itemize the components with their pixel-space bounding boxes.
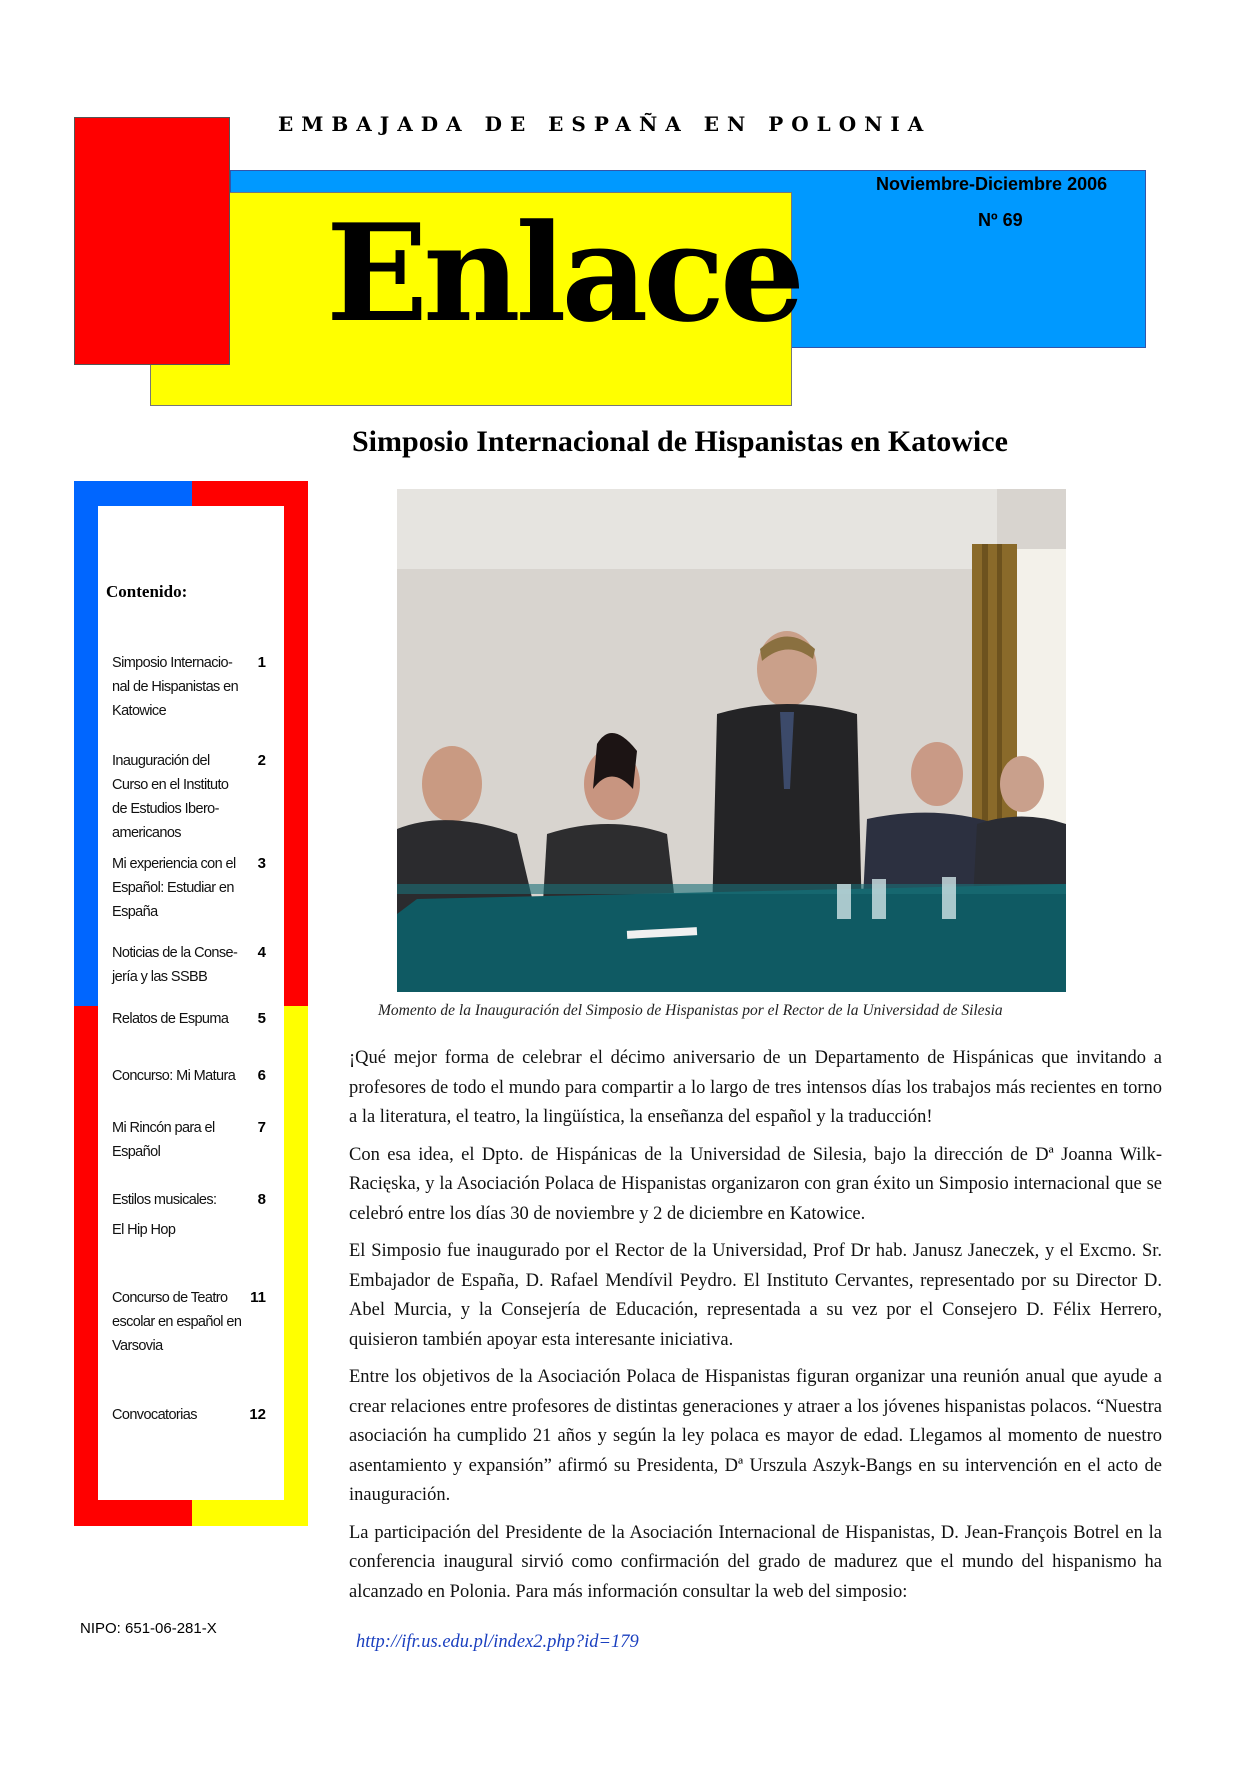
toc-page-number: 3 bbox=[257, 855, 266, 872]
toc-page-number: 12 bbox=[249, 1406, 266, 1423]
toc-item-label: Relatos de Espuma bbox=[112, 1011, 229, 1027]
symposium-link[interactable]: http://ifr.us.edu.pl/index2.php?id=179 bbox=[356, 1632, 639, 1652]
toc-page-number: 8 bbox=[257, 1191, 266, 1208]
toc-item-label: Estilos musicales: El Hip Hop bbox=[112, 1192, 217, 1238]
paragraph: Con esa idea, el Dpto. de Hispánicas de la Universidad de Silesia, bajo la dirección de Dª Joanna Wilk-Racięska, y la Asociación Polaca de Hispanistas organizaron con gran éxito un Simposio internacional que se celebró entre los días 30 de noviembre y 2 de diciembre en Katowice. bbox=[349, 1144, 1162, 1224]
issue-date: Noviembre-Diciembre 2006 bbox=[876, 174, 1108, 194]
toc-page-number: 11 bbox=[250, 1289, 266, 1306]
paragraph: ¡Qué mejor forma de celebrar el décimo aniversario de un Departamento de Hispánicas que invitando a profesores de todo el mundo para compartir a lo largo de tres intensos días los trabajos más recientes en torno a la literatura, el teatro, la lingüística, la enseñanza del español y la traducción! bbox=[349, 1048, 1162, 1127]
photo-caption: Momento de la Inauguración del Simposio de Hispanistas por el Rector de la Universidad de Silesia bbox=[378, 1002, 1003, 1019]
toc-item-label: Mi experiencia con el Español: Estudiar en España bbox=[112, 856, 236, 920]
masthead-red-block bbox=[74, 117, 230, 365]
inauguration-photo bbox=[397, 489, 1066, 992]
toc-item-label: Mi Rincón para el Español bbox=[112, 1120, 215, 1160]
toc-item[interactable] bbox=[112, 941, 287, 989]
toc-item[interactable] bbox=[112, 1188, 287, 1242]
toc-item[interactable] bbox=[112, 1116, 287, 1164]
toc-item-label: Concurso: Mi Matura bbox=[112, 1068, 236, 1084]
article-headline: Simposio Internacional de Hispanistas en Katowice bbox=[352, 425, 1008, 458]
toc-item[interactable] bbox=[112, 1064, 287, 1088]
toc-title: Contenido: bbox=[106, 582, 188, 601]
masthead-title: Enlace bbox=[326, 194, 801, 352]
toc-item[interactable] bbox=[112, 852, 287, 924]
toc-item-label: Simposio Internacio- nal de Hispanistas en Katowice bbox=[112, 655, 239, 719]
issue-number: Nº 69 bbox=[978, 210, 1023, 230]
toc-item-label: Noticias de la Conse- jería y las SSBB bbox=[112, 945, 238, 985]
toc-page-number: 5 bbox=[257, 1010, 266, 1027]
toc-item-label: Concurso de Teatro escolar en español en Varsovia bbox=[112, 1290, 242, 1354]
toc-item-label: Convocatorias bbox=[112, 1407, 197, 1423]
paragraph: El Simposio fue inaugurado por el Rector de la Universidad, Prof Dr hab. Janusz Janeczek, y el Excmo. Sr. Embajador de España, D. Rafael Mendívil Peydro. El Instituto Cervantes, representado por su Director D. Abel Murcia, y la Consejería de Educación, representada a su vez por el Consejero D. Félix Herrero, quisieron también apoyar esta interesante iniciativa. bbox=[349, 1241, 1162, 1350]
toc-item[interactable] bbox=[112, 1007, 287, 1031]
toc-item-label: Inauguración del Curso en el Instituto de Estudios Ibero- americanos bbox=[112, 753, 229, 841]
nipo-code: NIPO: 651-06-281-X bbox=[80, 1620, 217, 1637]
article-body bbox=[349, 1044, 1162, 1615]
paragraph: Entre los objetivos de la Asociación Polaca de Hispanistas figuran organizar una reunión anual que ayude a crear relaciones entre profesores de distintas generaciones y atraer a los jóvenes hispanistas polacos. “Nuestra asociación ha cumplido 21 años y según la ley polaca es mayor de edad. Llegamos al momento de nuestro asentamiento y expansión” afirmó su Presidenta, Dª Urszula Aszyk-Bangs en su intervención en el acto de inauguración. bbox=[349, 1367, 1162, 1505]
toc-item[interactable] bbox=[112, 749, 287, 845]
toc-page-number: 1 bbox=[257, 654, 266, 671]
toc-page-number: 2 bbox=[257, 752, 266, 769]
toc-item[interactable] bbox=[112, 1286, 287, 1358]
toc-item[interactable] bbox=[112, 651, 287, 723]
embassy-name: EMBAJADA DE ESPAÑA EN POLONIA bbox=[278, 112, 932, 136]
paragraph: La participación del Presidente de la Asociación Internacional de Hispanistas, D. Jean-François Botrel en la conferencia inaugural sirvió como confirmación del grado de madurez que el mundo del hispanismo ha alcanzado en Polonia. Para más información consultar la web del simposio: bbox=[349, 1522, 1162, 1602]
toc-item[interactable] bbox=[112, 1403, 287, 1427]
toc-page-number: 6 bbox=[257, 1067, 266, 1084]
toc-page-number: 7 bbox=[257, 1119, 266, 1136]
toc-page-number: 4 bbox=[257, 944, 266, 961]
